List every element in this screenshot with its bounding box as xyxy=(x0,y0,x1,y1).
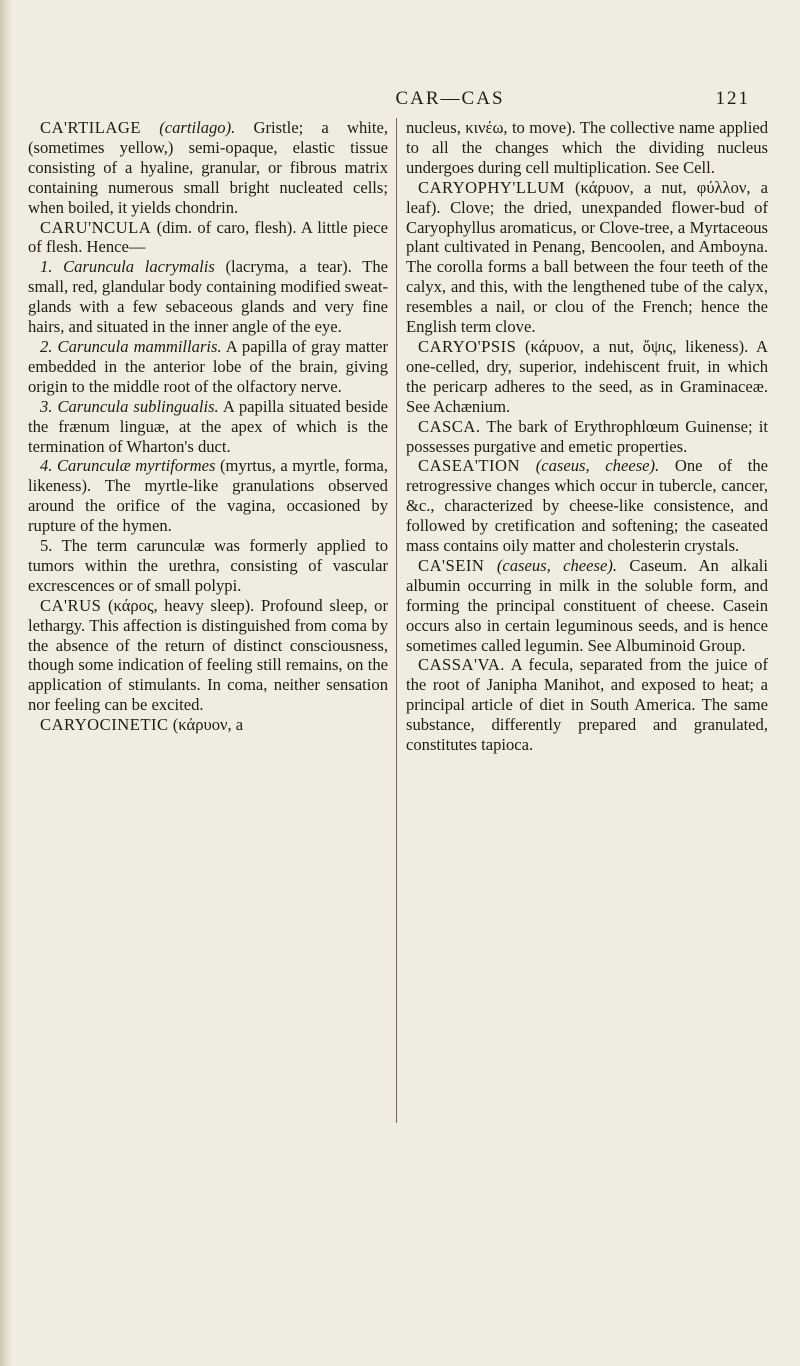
left-column xyxy=(28,118,388,735)
entry-caryophyllum: CARYOPHY'LLUM (κάρυον, a nut, φύλλον, a leaf). Clove; the dried, unexpanded flower-bud of Caryophyllus aromaticus, or Clove-tree, a Myrtaceous plant cultivated in Penang, Bencoolen, and Amboyna. The corolla forms a ball between the four teeth of the calyx, and this, with the lengthened tube of the calyx, resembles a nail, or clou of the French; hence the English term clove. xyxy=(406,177,769,337)
entry-carunculae-myrtiformes: 4. Carunculæ myrtiformes (myrtus, a myrtle, forma, likeness). The myrtle-like granulations observed around the orifice of the vagina, occasioned by rupture of the hymen. xyxy=(28,456,388,536)
entry-carunculae-tumors: 5. The term carunculæ was formerly applied to tumors within the urethra, consisting of vascular excrescences or of small polypi. xyxy=(28,536,388,595)
book-gutter-shadow xyxy=(0,0,12,1366)
running-title: CAR—CAS xyxy=(395,88,505,109)
column-divider xyxy=(396,118,397,1123)
entry-casein: CA'SEIN (caseus, cheese). Caseum. An alkali albumin occurring in milk in the soluble form, and forming the principal constituent of cheese. Casein occurs also in certain leguminous seeds, and is hence sometimes called legumin. See Albuminoid Group. xyxy=(406,555,768,655)
entry-caryocinetic: CARYOCINETIC (κάρυον, a xyxy=(40,715,244,735)
entry-caruncula-lacrymalis: 1. Caruncula lacrymalis (lacryma, a tear). The small, red, glandular body containing modified sweat-glands with a few sebaceous glands and very fine hairs, and situated in the inner angle of the eye. xyxy=(28,257,389,337)
page-number: 121 xyxy=(715,88,750,109)
entry-cassava: CASSA'VA. A fecula, separated from the juice of the root of Janipha Manihot, and exposed to heat; a principal article of diet in South America. The same substance, differently prepared and granulated, constitutes tapioca. xyxy=(406,655,768,755)
entry-caruncula-mammillaris: 2. Caruncula mammillaris. A papilla of gray matter embedded in the anterior lobe of the brain, giving origin to the middle root of the olfactory nerve. xyxy=(28,336,389,396)
entry-carus: CA'RUS (κάρος, heavy sleep). Profound sleep, or lethargy. This affection is distinguished from coma by the absence of the return of distinct consciousness, though some indication of feeling still remains, on the application of stimulants. In coma, neither sensation nor feeling can be excited. xyxy=(28,595,388,715)
entry-cartilage: CA'RTILAGE (cartilago). Gristle; a white, (sometimes yellow,) semi-opaque, elastic tissue consisting of a hyaline, granular, or fibrous matrix containing numerous small bright nucleated cells; when boiled, it yields chondrin. xyxy=(28,118,389,217)
entry-casca: CASCA. The bark of Erythrophlœum Guinense; it possesses purgative and emetic properties. xyxy=(406,416,768,456)
entry-caryocinetic-cont: nucleus, κινέω, to move). The collective name applied to all the changes which the dividing nucleus undergoes during cell multiplication. See Cell. xyxy=(406,118,768,177)
right-column xyxy=(406,118,768,755)
entry-caryopsis: CARYO'PSIS (κάρυον, a nut, ὄψις, likeness). A one-celled, dry, superior, indehiscent fruit, in which the pericarp adheres to the seed, as in Graminaceæ. See Achænium. xyxy=(406,336,768,416)
entry-caruncula: CARU'NCULA (dim. of caro, flesh). A little piece of flesh. Hence— xyxy=(28,217,388,257)
running-head xyxy=(0,88,800,112)
entry-caseation: CASEA'TION (caseus, cheese). One of the retrogressive changes which occur in tubercle, cancer, &c., characterized by cheese-like consistence, and followed by cretification and softening; the caseated mass contains oily matter and cholesterin crystals. xyxy=(406,456,768,556)
entry-caruncula-sublingualis: 3. Caruncula sublingualis. A papilla situated beside the frænum linguæ, at the apex of which is the termination of Wharton's duct. xyxy=(28,396,389,456)
